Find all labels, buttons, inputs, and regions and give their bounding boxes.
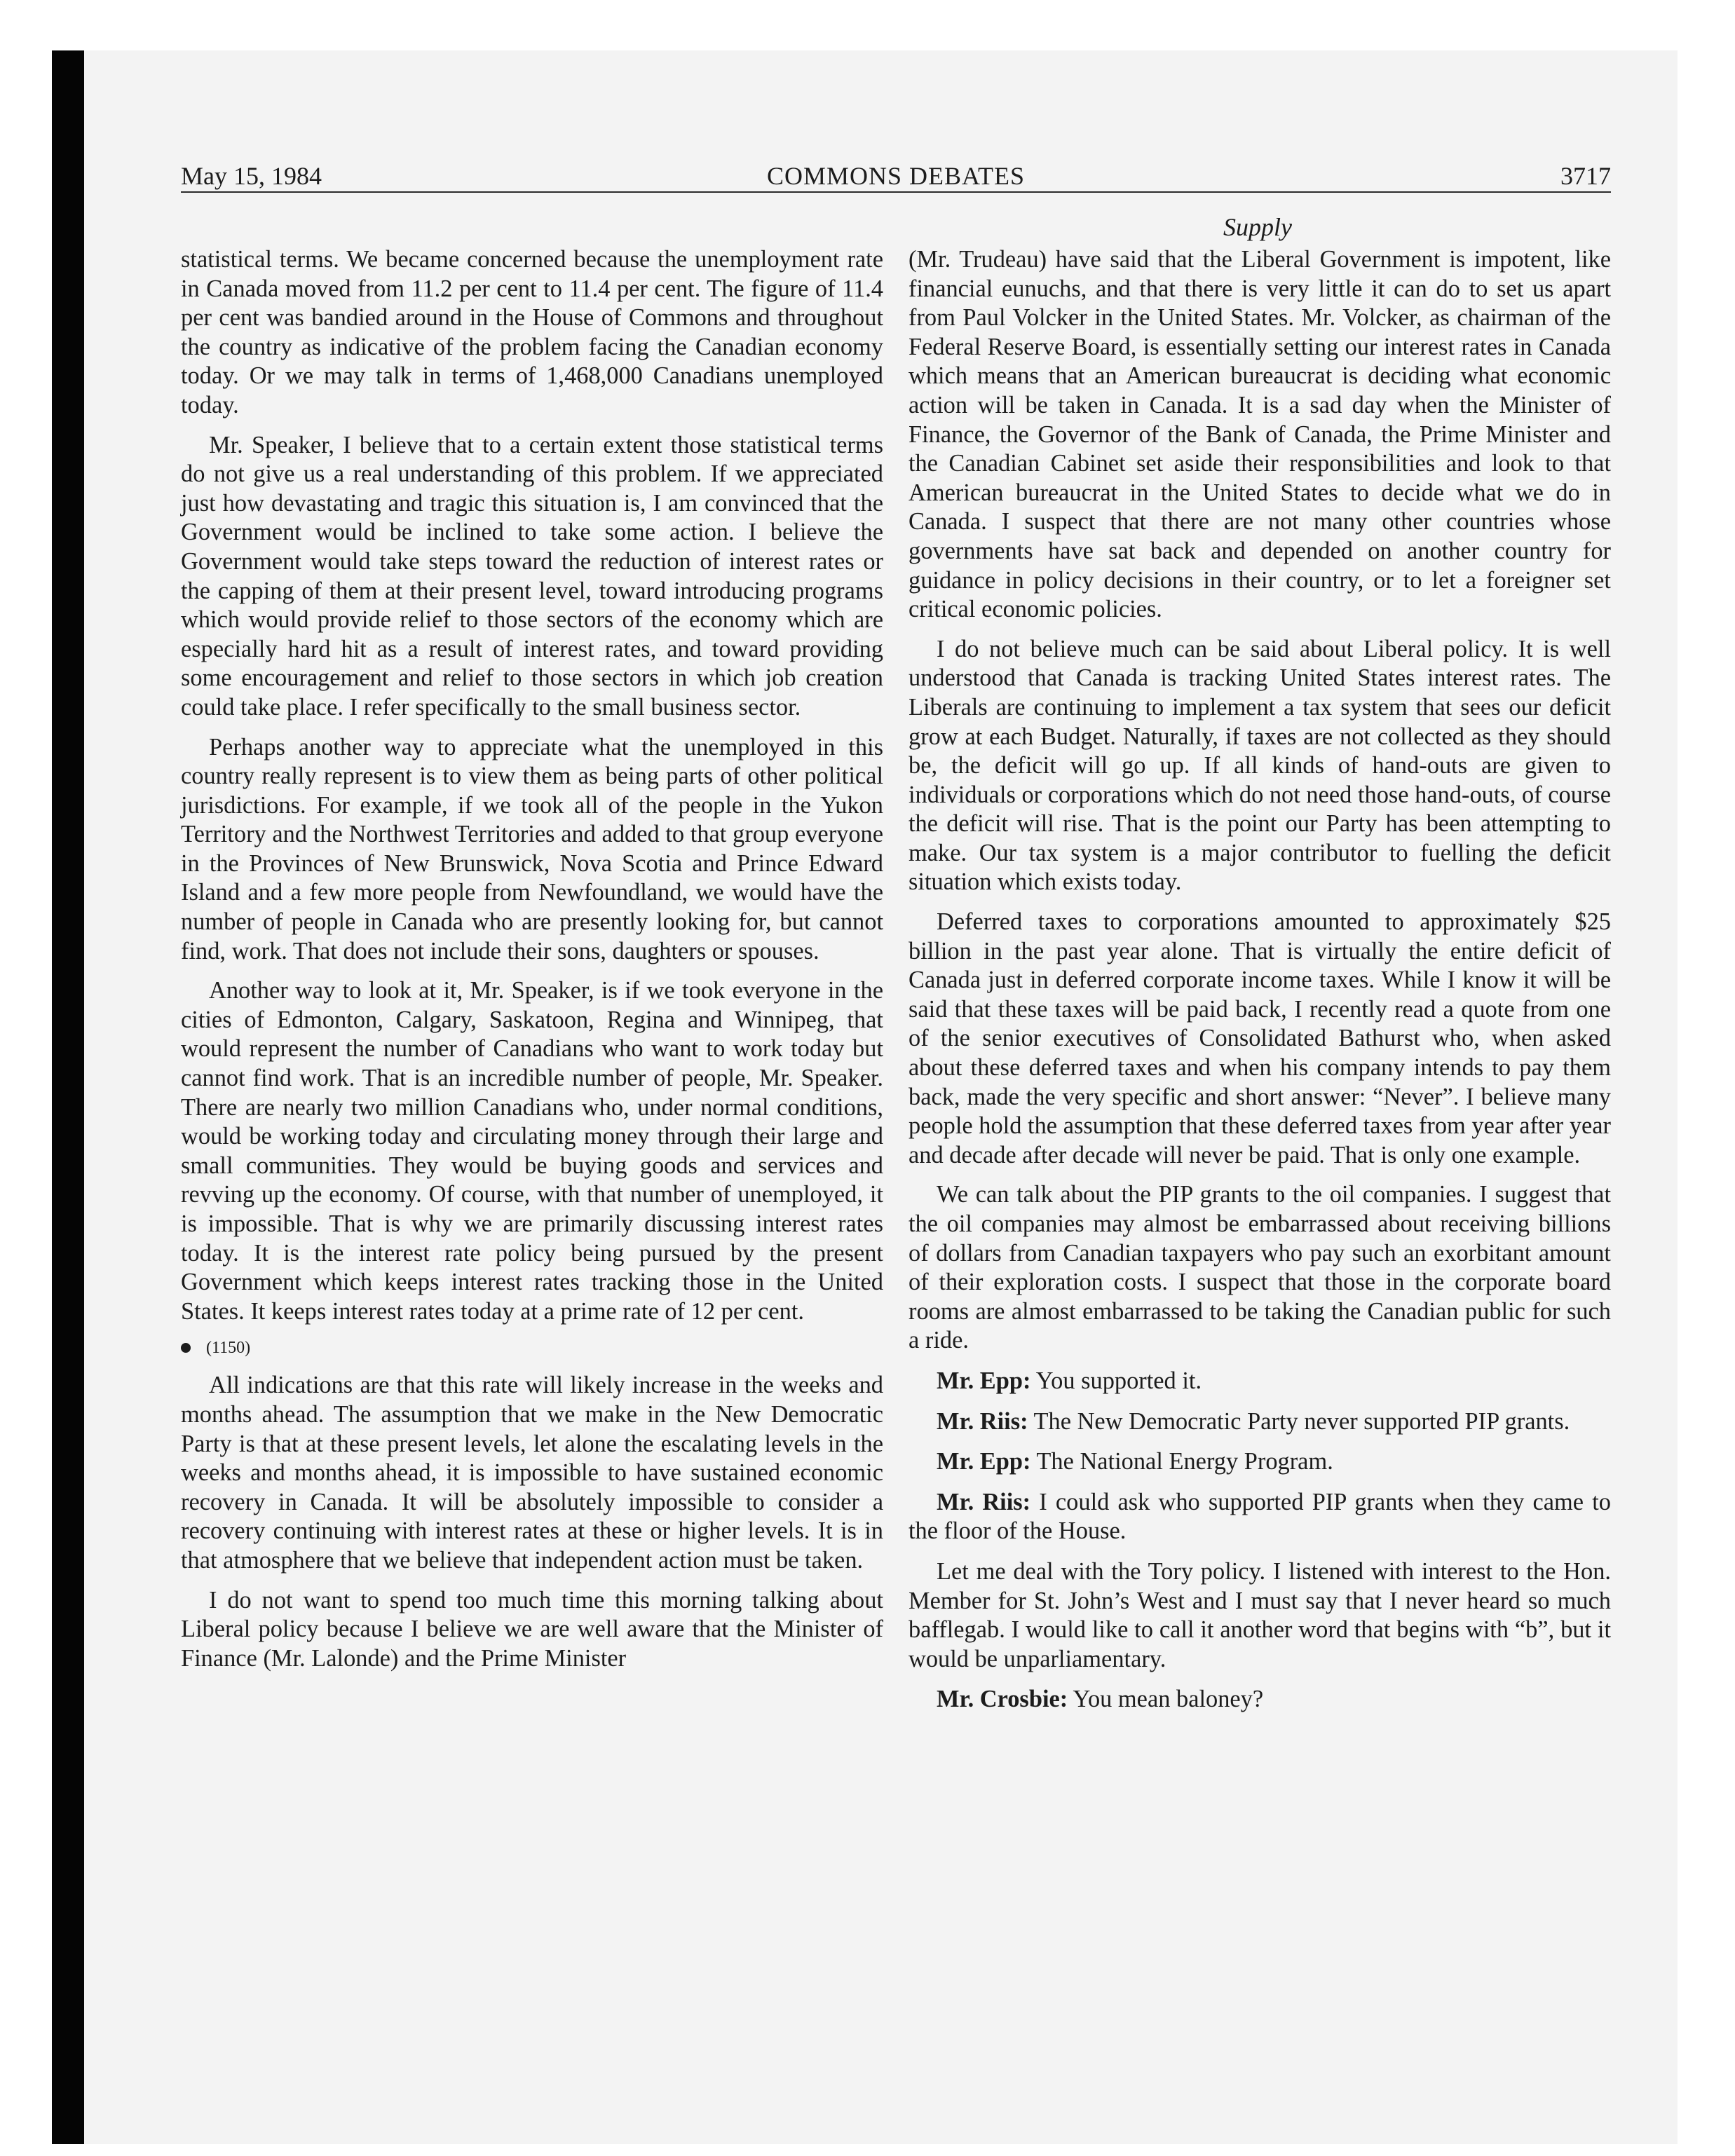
running-header xyxy=(181,158,1611,193)
paragraph: Let me deal with the Tory policy. I listened with interest to the Hon. Member for St. John’s West and I must say that I never heard so much bafflegab. I would like to call it another word that begins with “b”, but it would be unparliamentary. xyxy=(909,1557,1611,1672)
speech-text: I could ask who supported PIP grants when they came to the floor of the House. xyxy=(909,1488,1611,1545)
speech-entry xyxy=(909,1488,1611,1546)
speaker-name: Mr. Epp: xyxy=(937,1448,1031,1475)
speech-entry xyxy=(909,1447,1611,1477)
speech-text: The National Energy Program. xyxy=(1036,1448,1333,1475)
left-column xyxy=(181,245,883,1684)
paragraph: (Mr. Trudeau) have said that the Liberal Government is impotent, like financial eunuchs, and that there is very little it can do to set us apart from Paul Volcker in the United States. Mr. Volcker, as chairman of the Federal Reserve Board, is essentially setting our interest rates in Canada which means that an American bureaucrat is deciding what economic action will be taken in Canada. It is a sad day when the Minister of Finance, the Governor of the Bank of Canada, the Prime Minister and the Canadian Cabinet set aside their responsibilities and look to that American bureaucrat in the United States to decide what we do in Canada. I suspect that there are not many other countries whose governments have sat back and depended on another country for guidance in policy decisions in their country, or to let a foreigner set critical economic policies. xyxy=(909,246,1611,623)
paragraph: Perhaps another way to appreciate what the unemployed in this country really represent is to view them as being parts of other political jurisdictions. For example, if we took all of the people in the Yukon Territory and the Northwest Territories and added to that group everyone in the Provinces of New Brunswick, Nova Scotia and Prince Edward Island and a few more people from Newfoundland, we would have the number of people in Canada who are presently looking for, but cannot find, work. That does not include their sons, daughters or spouses. xyxy=(181,733,883,964)
speech-entry xyxy=(909,1685,1611,1714)
speaker-name: Mr. Riis: xyxy=(937,1407,1028,1435)
speech-entry xyxy=(909,1407,1611,1437)
header-rule xyxy=(181,191,1611,193)
paragraph: statistical terms. We became concerned because the unemployment rate in Canada moved from 11.2 per cent to 11.4 per cent. The figure of 11.4 per cent was bandied around in the House of Commons and throughout the country as indicative of the problem facing the Canadian economy today. Or we may talk in terms of 1,468,000 Canadians unemployed today. xyxy=(181,246,883,418)
speech-entry xyxy=(909,1367,1611,1396)
time-marker xyxy=(181,1337,883,1358)
speech-text: You mean baloney? xyxy=(1073,1686,1264,1713)
bullet-icon xyxy=(181,1343,191,1353)
speaker-name: Mr. Riis: xyxy=(937,1488,1031,1515)
speech-text: The New Democratic Party never supported PIP grants. xyxy=(1033,1407,1570,1435)
page-number: 3717 xyxy=(1560,162,1611,190)
speech-text: You supported it. xyxy=(1035,1367,1202,1394)
paragraph: Deferred taxes to corporations amounted to approximately $25 billion in the past year alone. That is virtually the entire deficit of Canada just in deferred corporate income taxes. While I know it will be said that these taxes will be paid back, I recently read a quote from one of the senior executives of Consolidated Bathurst who, when asked about these deferred taxes and when his company intends to pay them back, made the very specific and short answer: “Never”. I believe many people hold the assumption that these deferred taxes from year after year and decade after decade will never be paid. That is only one example. xyxy=(909,908,1611,1168)
speaker-name: Mr. Crosbie: xyxy=(937,1686,1068,1713)
paragraph: I do not believe much can be said about Liberal policy. It is well understood that Canada is tracking United States interest rates. The Liberals are continuing to implement a tax system that sees our deficit grow at each Budget. Naturally, if taxes are not collected as they should be, the deficit will go up. If all kinds of hand-outs are given to individuals or corporations which do not need those hand-outs, of course the deficit will rise. That is the point our Party has been attempting to make. Our tax system is a major contributor to fuelling the deficit situation which exists today. xyxy=(909,635,1611,896)
paragraph: I do not want to spend too much time this morning talking about Liberal policy because I believe we are well aware that the Minister of Finance (Mr. Lalonde) and the Prime Minister xyxy=(181,1586,883,1672)
paragraph: We can talk about the PIP grants to the oil companies. I suggest that the oil companies may almost be embarrassed about receiving billions of dollars from Canadian taxpayers who pay such an exorbitant amount of their exploration costs. I suspect that those in the corporate board rooms are almost embarrassed to be taking the Canadian public for such a ride. xyxy=(909,1181,1611,1354)
time-marker-text: (1150) xyxy=(206,1339,251,1358)
header-date: May 15, 1984 xyxy=(181,162,322,190)
section-label: Supply xyxy=(1223,213,1292,241)
paragraph: All indications are that this rate will likely increase in the weeks and months ahead. The assumption that we make in the New Democratic Party is that at these present levels, let alone the escalating levels in the weeks and months ahead, it is impossible to have sustained economic recovery in Canada. It will be absolutely impossible to consider a recovery continuing with interest rates at these or higher levels. It is in that atmosphere that we believe that independent action must be taken. xyxy=(181,1372,883,1574)
paragraph: Mr. Speaker, I believe that to a certain extent those statistical terms do not give us a real understanding of this problem. If we appreciated just how devastating and tragic this situation is, I am convinced that the Government would be inclined to take some action. I believe the Government would take steps toward the reduction of interest rates or the capping of them at their present level, toward introducing programs which would provide relief to those sectors of the economy which are especially hard hit as a result of interest rates, and toward providing some encouragement and relief to those sectors in which job creation could take place. I refer specifically to the small business sector. xyxy=(181,431,883,721)
header-title: COMMONS DEBATES xyxy=(766,162,1026,190)
paragraph: Another way to look at it, Mr. Speaker, is if we took everyone in the cities of Edmonton, Calgary, Saskatoon, Regina and Winnipeg, that would represent the number of Canadians who want to work today but cannot find work. That is an incredible number of people, Mr. Speaker. There are nearly two million Canadians who, under normal conditions, would be working today and circulating money through their large and small communities. They would be buying goods and services and revving up the economy. Of course, with that number of unemployed, it is impossible. That is why we are primarily discussing interest rates today. It is the interest rate policy being pursued by the present Government which keeps interest rates tracking those in the United States. It keeps interest rates today at a prime rate of 12 per cent. xyxy=(181,977,883,1325)
scan-edge-shadow xyxy=(52,50,84,2144)
right-column xyxy=(909,245,1611,1726)
speaker-name: Mr. Epp: xyxy=(937,1367,1031,1394)
